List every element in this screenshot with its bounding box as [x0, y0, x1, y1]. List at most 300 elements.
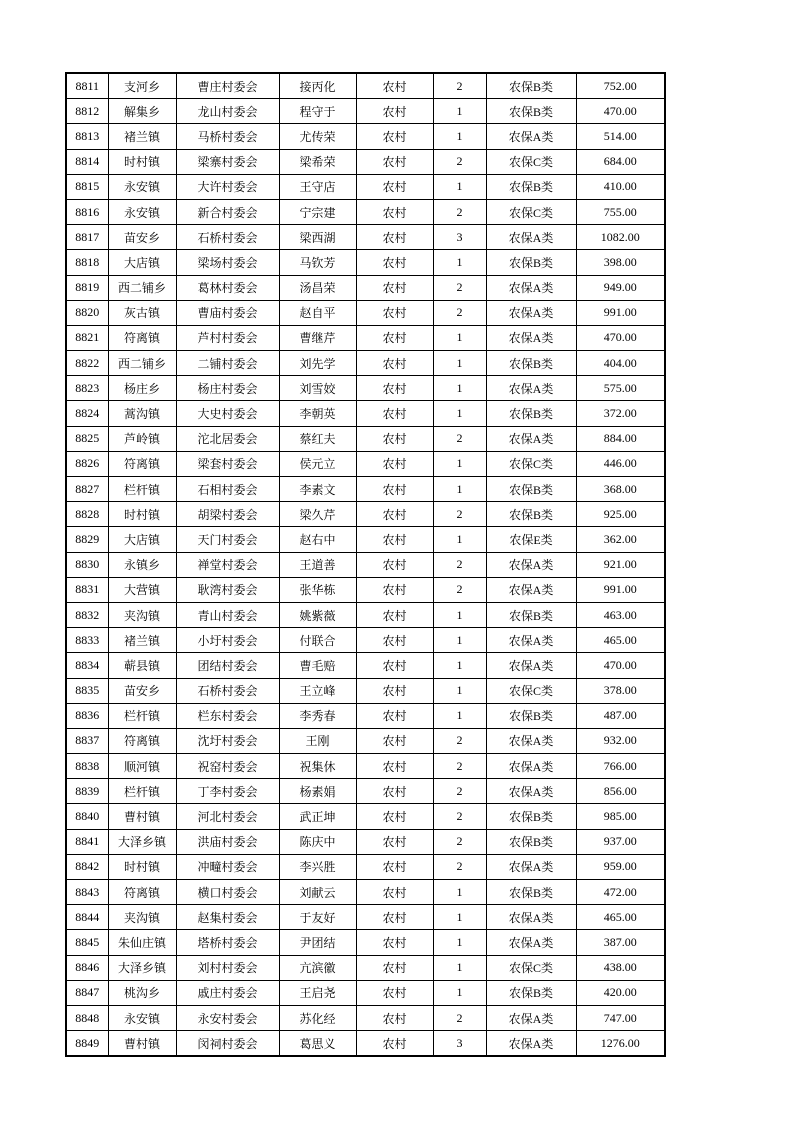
table-row	[66, 754, 665, 779]
cell-village-committee: 葛林村委会	[176, 275, 279, 300]
cell-village-committee: 胡梁村委会	[176, 502, 279, 527]
cell-count: 2	[433, 275, 486, 300]
cell-amount: 932.00	[576, 728, 665, 753]
cell-record-id: 8835	[66, 678, 108, 703]
cell-residence-type: 农村	[356, 527, 433, 552]
cell-amount: 747.00	[576, 1005, 665, 1030]
cell-amount: 472.00	[576, 880, 665, 905]
cell-insurance-class: 农保A类	[486, 1005, 576, 1030]
cell-insurance-class: 农保B类	[486, 73, 576, 99]
cell-amount: 465.00	[576, 905, 665, 930]
table-row	[66, 502, 665, 527]
cell-village-committee: 芦村村委会	[176, 325, 279, 350]
cell-person-name: 梁希荣	[279, 149, 356, 174]
cell-township: 曹村镇	[108, 804, 176, 829]
table-row	[66, 451, 665, 476]
cell-village-committee: 青山村委会	[176, 602, 279, 627]
cell-record-id: 8819	[66, 275, 108, 300]
cell-township: 芦岭镇	[108, 426, 176, 451]
cell-count: 1	[433, 477, 486, 502]
cell-person-name: 李兴胜	[279, 854, 356, 879]
table-row	[66, 325, 665, 350]
cell-record-id: 8845	[66, 930, 108, 955]
cell-township: 苗安乡	[108, 225, 176, 250]
cell-insurance-class: 农保A类	[486, 728, 576, 753]
cell-record-id: 8839	[66, 779, 108, 804]
cell-amount: 991.00	[576, 577, 665, 602]
cell-township: 灰古镇	[108, 300, 176, 325]
cell-count: 2	[433, 199, 486, 224]
cell-amount: 438.00	[576, 955, 665, 980]
cell-township: 苗安乡	[108, 678, 176, 703]
cell-amount: 575.00	[576, 376, 665, 401]
table-row	[66, 930, 665, 955]
cell-township: 符离镇	[108, 451, 176, 476]
cell-residence-type: 农村	[356, 628, 433, 653]
cell-record-id: 8828	[66, 502, 108, 527]
cell-township: 栏杆镇	[108, 477, 176, 502]
cell-village-committee: 马桥村委会	[176, 124, 279, 149]
cell-insurance-class: 农保B类	[486, 602, 576, 627]
cell-record-id: 8826	[66, 451, 108, 476]
cell-record-id: 8811	[66, 73, 108, 99]
table-row	[66, 880, 665, 905]
cell-count: 1	[433, 678, 486, 703]
table-row	[66, 728, 665, 753]
cell-insurance-class: 农保B类	[486, 804, 576, 829]
table-row	[66, 426, 665, 451]
cell-person-name: 亢滨徽	[279, 955, 356, 980]
cell-record-id: 8843	[66, 880, 108, 905]
cell-person-name: 宁宗建	[279, 199, 356, 224]
cell-record-id: 8849	[66, 1031, 108, 1057]
cell-amount: 404.00	[576, 351, 665, 376]
cell-count: 1	[433, 955, 486, 980]
cell-insurance-class: 农保A类	[486, 426, 576, 451]
cell-village-committee: 团结村委会	[176, 653, 279, 678]
table-row	[66, 905, 665, 930]
cell-amount: 766.00	[576, 754, 665, 779]
cell-count: 1	[433, 351, 486, 376]
cell-record-id: 8812	[66, 99, 108, 124]
table-row	[66, 1005, 665, 1030]
cell-residence-type: 农村	[356, 73, 433, 99]
cell-record-id: 8827	[66, 477, 108, 502]
cell-count: 2	[433, 779, 486, 804]
cell-record-id: 8830	[66, 552, 108, 577]
cell-insurance-class: 农保C类	[486, 149, 576, 174]
cell-count: 2	[433, 552, 486, 577]
cell-residence-type: 农村	[356, 300, 433, 325]
cell-village-committee: 大许村委会	[176, 174, 279, 199]
cell-village-committee: 冲疃村委会	[176, 854, 279, 879]
cell-insurance-class: 农保A类	[486, 930, 576, 955]
cell-person-name: 祝集休	[279, 754, 356, 779]
cell-township: 支河乡	[108, 73, 176, 99]
cell-record-id: 8837	[66, 728, 108, 753]
cell-township: 西二铺乡	[108, 275, 176, 300]
table-row	[66, 1031, 665, 1057]
cell-person-name: 接丙化	[279, 73, 356, 99]
cell-township: 符离镇	[108, 325, 176, 350]
cell-count: 2	[433, 754, 486, 779]
cell-count: 2	[433, 300, 486, 325]
cell-village-committee: 小圩村委会	[176, 628, 279, 653]
cell-person-name: 李朝英	[279, 401, 356, 426]
cell-residence-type: 农村	[356, 829, 433, 854]
table-row	[66, 149, 665, 174]
cell-person-name: 刘雪姣	[279, 376, 356, 401]
cell-insurance-class: 农保B类	[486, 401, 576, 426]
cell-insurance-class: 农保A类	[486, 577, 576, 602]
table-row	[66, 829, 665, 854]
cell-count: 3	[433, 1031, 486, 1057]
cell-residence-type: 农村	[356, 124, 433, 149]
cell-village-committee: 洪庙村委会	[176, 829, 279, 854]
cell-residence-type: 农村	[356, 577, 433, 602]
cell-insurance-class: 农保B类	[486, 829, 576, 854]
cell-record-id: 8833	[66, 628, 108, 653]
cell-township: 蕲县镇	[108, 653, 176, 678]
cell-insurance-class: 农保A类	[486, 552, 576, 577]
table-row	[66, 628, 665, 653]
cell-record-id: 8825	[66, 426, 108, 451]
cell-amount: 465.00	[576, 628, 665, 653]
cell-village-committee: 二铺村委会	[176, 351, 279, 376]
cell-record-id: 8838	[66, 754, 108, 779]
table-row	[66, 300, 665, 325]
cell-amount: 463.00	[576, 602, 665, 627]
cell-village-committee: 丁李村委会	[176, 779, 279, 804]
cell-insurance-class: 农保B类	[486, 99, 576, 124]
cell-record-id: 8824	[66, 401, 108, 426]
cell-amount: 514.00	[576, 124, 665, 149]
cell-person-name: 曹毛赔	[279, 653, 356, 678]
cell-amount: 487.00	[576, 703, 665, 728]
cell-person-name: 陈庆中	[279, 829, 356, 854]
cell-village-committee: 闵祠村委会	[176, 1031, 279, 1057]
cell-person-name: 刘献云	[279, 880, 356, 905]
cell-township: 时村镇	[108, 854, 176, 879]
cell-person-name: 王立峰	[279, 678, 356, 703]
cell-person-name: 赵右中	[279, 527, 356, 552]
cell-village-committee: 沈圩村委会	[176, 728, 279, 753]
cell-township: 曹村镇	[108, 1031, 176, 1057]
cell-person-name: 程守于	[279, 99, 356, 124]
cell-person-name: 杨素娟	[279, 779, 356, 804]
cell-record-id: 8844	[66, 905, 108, 930]
cell-count: 3	[433, 225, 486, 250]
cell-township: 大店镇	[108, 527, 176, 552]
cell-village-committee: 石相村委会	[176, 477, 279, 502]
cell-residence-type: 农村	[356, 426, 433, 451]
cell-record-id: 8815	[66, 174, 108, 199]
cell-record-id: 8821	[66, 325, 108, 350]
cell-amount: 1082.00	[576, 225, 665, 250]
table-row	[66, 477, 665, 502]
cell-person-name: 王守店	[279, 174, 356, 199]
cell-village-committee: 耿湾村委会	[176, 577, 279, 602]
table-row	[66, 955, 665, 980]
cell-township: 褚兰镇	[108, 628, 176, 653]
cell-record-id: 8822	[66, 351, 108, 376]
cell-insurance-class: 农保A类	[486, 779, 576, 804]
cell-village-committee: 梁寨村委会	[176, 149, 279, 174]
cell-record-id: 8817	[66, 225, 108, 250]
cell-township: 大店镇	[108, 250, 176, 275]
cell-village-committee: 曹庄村委会	[176, 73, 279, 99]
cell-person-name: 苏化经	[279, 1005, 356, 1030]
cell-person-name: 王启尧	[279, 980, 356, 1005]
cell-township: 褚兰镇	[108, 124, 176, 149]
cell-person-name: 张华栋	[279, 577, 356, 602]
cell-amount: 387.00	[576, 930, 665, 955]
cell-residence-type: 农村	[356, 351, 433, 376]
table-row	[66, 552, 665, 577]
cell-person-name: 姚紫薇	[279, 602, 356, 627]
cell-township: 桃沟乡	[108, 980, 176, 1005]
cell-count: 2	[433, 577, 486, 602]
cell-person-name: 汤昌荣	[279, 275, 356, 300]
table-row	[66, 854, 665, 879]
cell-record-id: 8840	[66, 804, 108, 829]
cell-residence-type: 农村	[356, 728, 433, 753]
cell-record-id: 8820	[66, 300, 108, 325]
cell-residence-type: 农村	[356, 149, 433, 174]
table-row	[66, 779, 665, 804]
cell-village-committee: 沱北居委会	[176, 426, 279, 451]
cell-village-committee: 大史村委会	[176, 401, 279, 426]
cell-count: 2	[433, 728, 486, 753]
cell-insurance-class: 农保B类	[486, 351, 576, 376]
cell-record-id: 8848	[66, 1005, 108, 1030]
cell-amount: 470.00	[576, 99, 665, 124]
table-row	[66, 250, 665, 275]
cell-count: 1	[433, 451, 486, 476]
cell-record-id: 8847	[66, 980, 108, 1005]
cell-residence-type: 农村	[356, 980, 433, 1005]
cell-residence-type: 农村	[356, 779, 433, 804]
cell-record-id: 8834	[66, 653, 108, 678]
cell-record-id: 8818	[66, 250, 108, 275]
cell-township: 时村镇	[108, 502, 176, 527]
cell-count: 2	[433, 804, 486, 829]
cell-person-name: 葛思义	[279, 1031, 356, 1057]
cell-residence-type: 农村	[356, 678, 433, 703]
cell-record-id: 8823	[66, 376, 108, 401]
cell-person-name: 刘先学	[279, 351, 356, 376]
cell-township: 朱仙庄镇	[108, 930, 176, 955]
cell-township: 永安镇	[108, 174, 176, 199]
cell-township: 永镇乡	[108, 552, 176, 577]
cell-insurance-class: 农保B类	[486, 980, 576, 1005]
cell-residence-type: 农村	[356, 552, 433, 577]
table-body	[66, 73, 665, 1056]
cell-insurance-class: 农保C类	[486, 451, 576, 476]
cell-insurance-class: 农保B类	[486, 703, 576, 728]
cell-record-id: 8829	[66, 527, 108, 552]
cell-person-name: 武正坤	[279, 804, 356, 829]
cell-residence-type: 农村	[356, 703, 433, 728]
cell-township: 蒿沟镇	[108, 401, 176, 426]
cell-amount: 959.00	[576, 854, 665, 879]
cell-residence-type: 农村	[356, 1005, 433, 1030]
cell-residence-type: 农村	[356, 376, 433, 401]
cell-record-id: 8846	[66, 955, 108, 980]
cell-village-committee: 横口村委会	[176, 880, 279, 905]
cell-insurance-class: 农保C类	[486, 199, 576, 224]
table-row	[66, 199, 665, 224]
cell-person-name: 侯元立	[279, 451, 356, 476]
cell-record-id: 8816	[66, 199, 108, 224]
cell-person-name: 付联合	[279, 628, 356, 653]
cell-amount: 368.00	[576, 477, 665, 502]
cell-count: 1	[433, 930, 486, 955]
cell-residence-type: 农村	[356, 854, 433, 879]
cell-amount: 446.00	[576, 451, 665, 476]
cell-residence-type: 农村	[356, 225, 433, 250]
cell-residence-type: 农村	[356, 250, 433, 275]
cell-residence-type: 农村	[356, 955, 433, 980]
cell-amount: 1276.00	[576, 1031, 665, 1057]
cell-residence-type: 农村	[356, 401, 433, 426]
cell-amount: 684.00	[576, 149, 665, 174]
cell-person-name: 马钦芳	[279, 250, 356, 275]
cell-residence-type: 农村	[356, 905, 433, 930]
cell-insurance-class: 农保B类	[486, 880, 576, 905]
cell-insurance-class: 农保A类	[486, 325, 576, 350]
cell-amount: 410.00	[576, 174, 665, 199]
cell-township: 西二铺乡	[108, 351, 176, 376]
cell-insurance-class: 农保A类	[486, 754, 576, 779]
table-row	[66, 527, 665, 552]
cell-count: 1	[433, 250, 486, 275]
cell-record-id: 8836	[66, 703, 108, 728]
cell-record-id: 8841	[66, 829, 108, 854]
cell-village-committee: 天门村委会	[176, 527, 279, 552]
cell-amount: 921.00	[576, 552, 665, 577]
cell-amount: 755.00	[576, 199, 665, 224]
cell-residence-type: 农村	[356, 1031, 433, 1057]
cell-insurance-class: 农保E类	[486, 527, 576, 552]
cell-record-id: 8814	[66, 149, 108, 174]
cell-insurance-class: 农保C类	[486, 955, 576, 980]
cell-insurance-class: 农保A类	[486, 1031, 576, 1057]
cell-insurance-class: 农保B类	[486, 477, 576, 502]
cell-village-committee: 刘村村委会	[176, 955, 279, 980]
cell-residence-type: 农村	[356, 174, 433, 199]
cell-township: 符离镇	[108, 728, 176, 753]
table-row	[66, 351, 665, 376]
cell-township: 大营镇	[108, 577, 176, 602]
table-row	[66, 73, 665, 99]
cell-amount: 378.00	[576, 678, 665, 703]
cell-insurance-class: 农保A类	[486, 653, 576, 678]
cell-residence-type: 农村	[356, 754, 433, 779]
cell-person-name: 李素文	[279, 477, 356, 502]
cell-insurance-class: 农保C类	[486, 678, 576, 703]
cell-village-committee: 禅堂村委会	[176, 552, 279, 577]
cell-amount: 856.00	[576, 779, 665, 804]
table-row	[66, 602, 665, 627]
cell-residence-type: 农村	[356, 199, 433, 224]
cell-person-name: 尹团结	[279, 930, 356, 955]
cell-amount: 362.00	[576, 527, 665, 552]
cell-insurance-class: 农保A类	[486, 300, 576, 325]
cell-record-id: 8842	[66, 854, 108, 879]
cell-township: 时村镇	[108, 149, 176, 174]
cell-township: 夹沟镇	[108, 602, 176, 627]
cell-count: 2	[433, 73, 486, 99]
cell-residence-type: 农村	[356, 602, 433, 627]
cell-count: 2	[433, 829, 486, 854]
cell-amount: 398.00	[576, 250, 665, 275]
cell-village-committee: 曹庙村委会	[176, 300, 279, 325]
table-row	[66, 275, 665, 300]
cell-count: 1	[433, 628, 486, 653]
cell-village-committee: 祝窑村委会	[176, 754, 279, 779]
cell-insurance-class: 农保A类	[486, 905, 576, 930]
table-row	[66, 678, 665, 703]
cell-township: 夹沟镇	[108, 905, 176, 930]
cell-count: 1	[433, 602, 486, 627]
cell-village-committee: 龙山村委会	[176, 99, 279, 124]
payment-register-table	[65, 72, 666, 1057]
cell-count: 1	[433, 703, 486, 728]
cell-amount: 884.00	[576, 426, 665, 451]
cell-person-name: 王刚	[279, 728, 356, 753]
cell-amount: 985.00	[576, 804, 665, 829]
cell-village-committee: 梁套村委会	[176, 451, 279, 476]
cell-village-committee: 戚庄村委会	[176, 980, 279, 1005]
cell-amount: 470.00	[576, 653, 665, 678]
cell-insurance-class: 农保A类	[486, 225, 576, 250]
cell-village-committee: 石桥村委会	[176, 678, 279, 703]
cell-residence-type: 农村	[356, 99, 433, 124]
cell-insurance-class: 农保A类	[486, 275, 576, 300]
table-row	[66, 980, 665, 1005]
cell-township: 杨庄乡	[108, 376, 176, 401]
cell-count: 1	[433, 174, 486, 199]
cell-township: 栏杆镇	[108, 779, 176, 804]
cell-person-name: 梁久芹	[279, 502, 356, 527]
cell-village-committee: 永安村委会	[176, 1005, 279, 1030]
cell-township: 大泽乡镇	[108, 955, 176, 980]
cell-record-id: 8813	[66, 124, 108, 149]
cell-count: 1	[433, 980, 486, 1005]
cell-residence-type: 农村	[356, 880, 433, 905]
cell-amount: 949.00	[576, 275, 665, 300]
cell-insurance-class: 农保A类	[486, 854, 576, 879]
cell-amount: 937.00	[576, 829, 665, 854]
cell-person-name: 梁西湖	[279, 225, 356, 250]
cell-village-committee: 河北村委会	[176, 804, 279, 829]
cell-count: 1	[433, 527, 486, 552]
cell-person-name: 曹继芹	[279, 325, 356, 350]
cell-person-name: 尤传荣	[279, 124, 356, 149]
table-row	[66, 124, 665, 149]
cell-person-name: 蔡红夫	[279, 426, 356, 451]
cell-insurance-class: 农保B类	[486, 174, 576, 199]
cell-residence-type: 农村	[356, 325, 433, 350]
cell-count: 1	[433, 880, 486, 905]
cell-village-committee: 赵集村委会	[176, 905, 279, 930]
cell-residence-type: 农村	[356, 275, 433, 300]
cell-count: 1	[433, 653, 486, 678]
table-row	[66, 577, 665, 602]
cell-count: 1	[433, 99, 486, 124]
cell-count: 1	[433, 124, 486, 149]
